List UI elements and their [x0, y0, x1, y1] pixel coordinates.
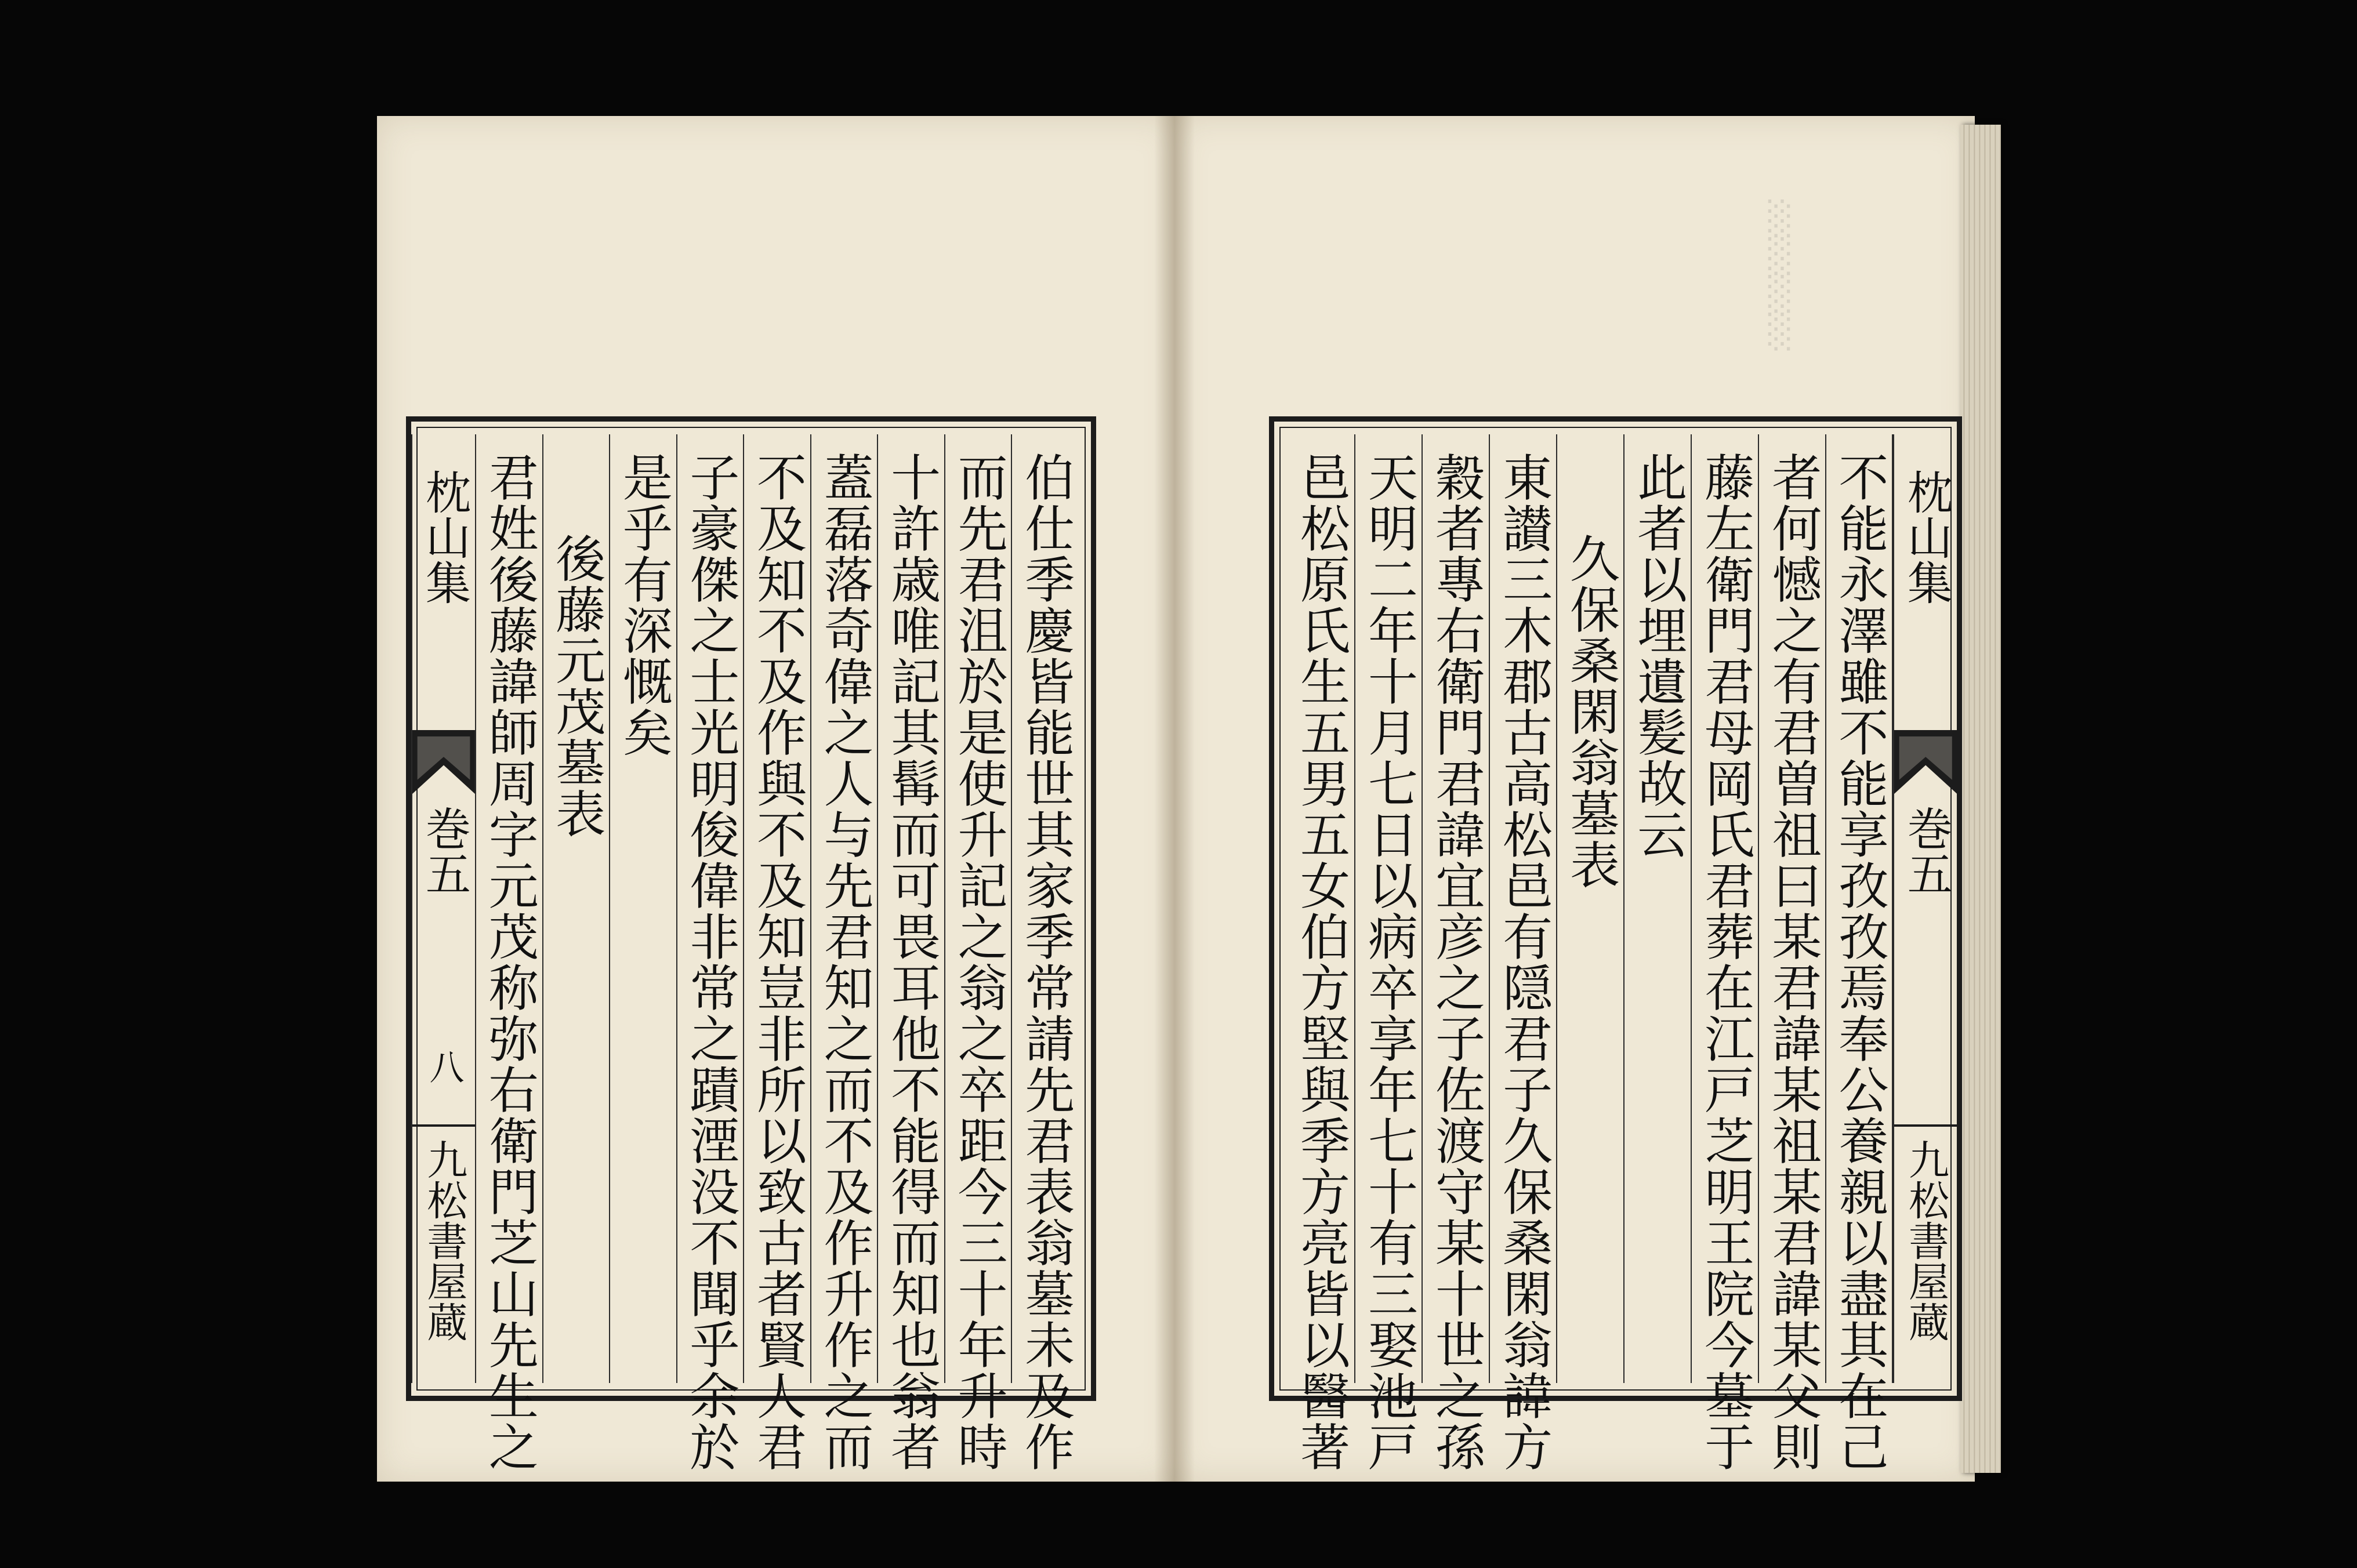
fishtail-mark — [412, 730, 475, 794]
right-center-margin — [1893, 434, 1957, 1383]
page-edge-stack — [1960, 125, 2001, 1473]
margin-rule — [412, 1124, 475, 1127]
margin-title: 枕山集 — [1899, 469, 1952, 605]
text-column — [1691, 434, 1758, 1472]
section-heading-column — [542, 434, 610, 1383]
column-text: 此者以埋遺髪故云 — [1629, 452, 1687, 860]
text-column — [1011, 434, 1078, 1472]
column-text: 君姓後藤諱師周字元茂称弥右衛門芝山先生之 — [480, 452, 538, 1472]
text-column — [1825, 434, 1892, 1472]
margin-rule — [1894, 1124, 1957, 1127]
right-page-text-block — [1269, 416, 1962, 1472]
column-text: 者何憾之有君曽祖曰某君諱某祖某君諱某父則 — [1763, 452, 1822, 1472]
show-through-marks: ░░░░ — [1761, 200, 1800, 351]
text-column — [1287, 434, 1354, 1472]
text-column — [1422, 434, 1489, 1472]
column-text: 而先君沮於是使升記之翁之卒距今三十年升時 — [949, 452, 1007, 1472]
book-gutter — [1154, 116, 1195, 1482]
left-page-columns — [411, 434, 1078, 1472]
column-text: 是乎有深慨矣 — [614, 452, 672, 758]
text-column — [676, 434, 744, 1472]
fishtail-mark — [1894, 730, 1957, 794]
margin-title: 枕山集 — [418, 469, 470, 605]
section-heading-column — [1556, 434, 1623, 1383]
column-text: 邑松原氏生五男五女伯方堅與季方亮皆以醫著 — [1291, 452, 1350, 1472]
column-text: 穀者專右衛門君諱宜彦之子佐渡守某十世之孫 — [1427, 452, 1485, 1472]
left-center-margin — [411, 434, 475, 1383]
column-text: 十許歳唯記其髯而可畏耳他不能得而知也翁者 — [882, 452, 941, 1472]
text-column — [944, 434, 1011, 1472]
column-text: 子豪傑之士光明俊偉非常之蹟湮没不聞乎余於 — [681, 452, 739, 1472]
text-column — [810, 434, 877, 1472]
column-text: 天明二年十月七日以病卒享年七十有三娶池戸 — [1359, 452, 1417, 1472]
margin-printer: 九松書屋蔵 — [1902, 1139, 1950, 1342]
section-heading: 久保桑閑翁墓表 — [1561, 533, 1620, 890]
text-column — [1623, 434, 1691, 1383]
margin-leaf-number: 八 — [423, 1049, 465, 1084]
column-text: 蓋磊落奇偉之人与先君知之而不及作升作之而 — [815, 452, 873, 1472]
column-text: 不能永澤雖不能享孜孜焉奉公養親以盡其在己 — [1830, 452, 1888, 1472]
text-column — [1354, 434, 1422, 1472]
text-column — [1489, 434, 1556, 1472]
text-column — [475, 434, 542, 1472]
text-column — [877, 434, 944, 1472]
margin-volume: 巻五 — [1899, 805, 1952, 896]
text-column — [743, 434, 810, 1472]
column-text: 伯仕季慶皆能世其家季常請先君表翁墓未及作 — [1016, 452, 1075, 1472]
column-text: 東讃三木郡古高松邑有隠君子久保桑閑翁諱方 — [1494, 452, 1553, 1472]
column-text: 藤左衛門君母岡氏君葬在江戸芝明王院今墓于 — [1696, 452, 1754, 1472]
text-column — [609, 434, 676, 1383]
column-text: 不及知不及作與不及知豈非所以致古者賢人君 — [748, 452, 806, 1472]
margin-volume: 巻五 — [418, 805, 470, 896]
text-column — [1758, 434, 1825, 1472]
left-page-text-block — [406, 416, 1096, 1472]
right-page-columns — [1287, 434, 1957, 1472]
section-heading: 後藤元茂墓表 — [547, 533, 605, 839]
margin-printer: 九松書屋蔵 — [420, 1139, 468, 1342]
